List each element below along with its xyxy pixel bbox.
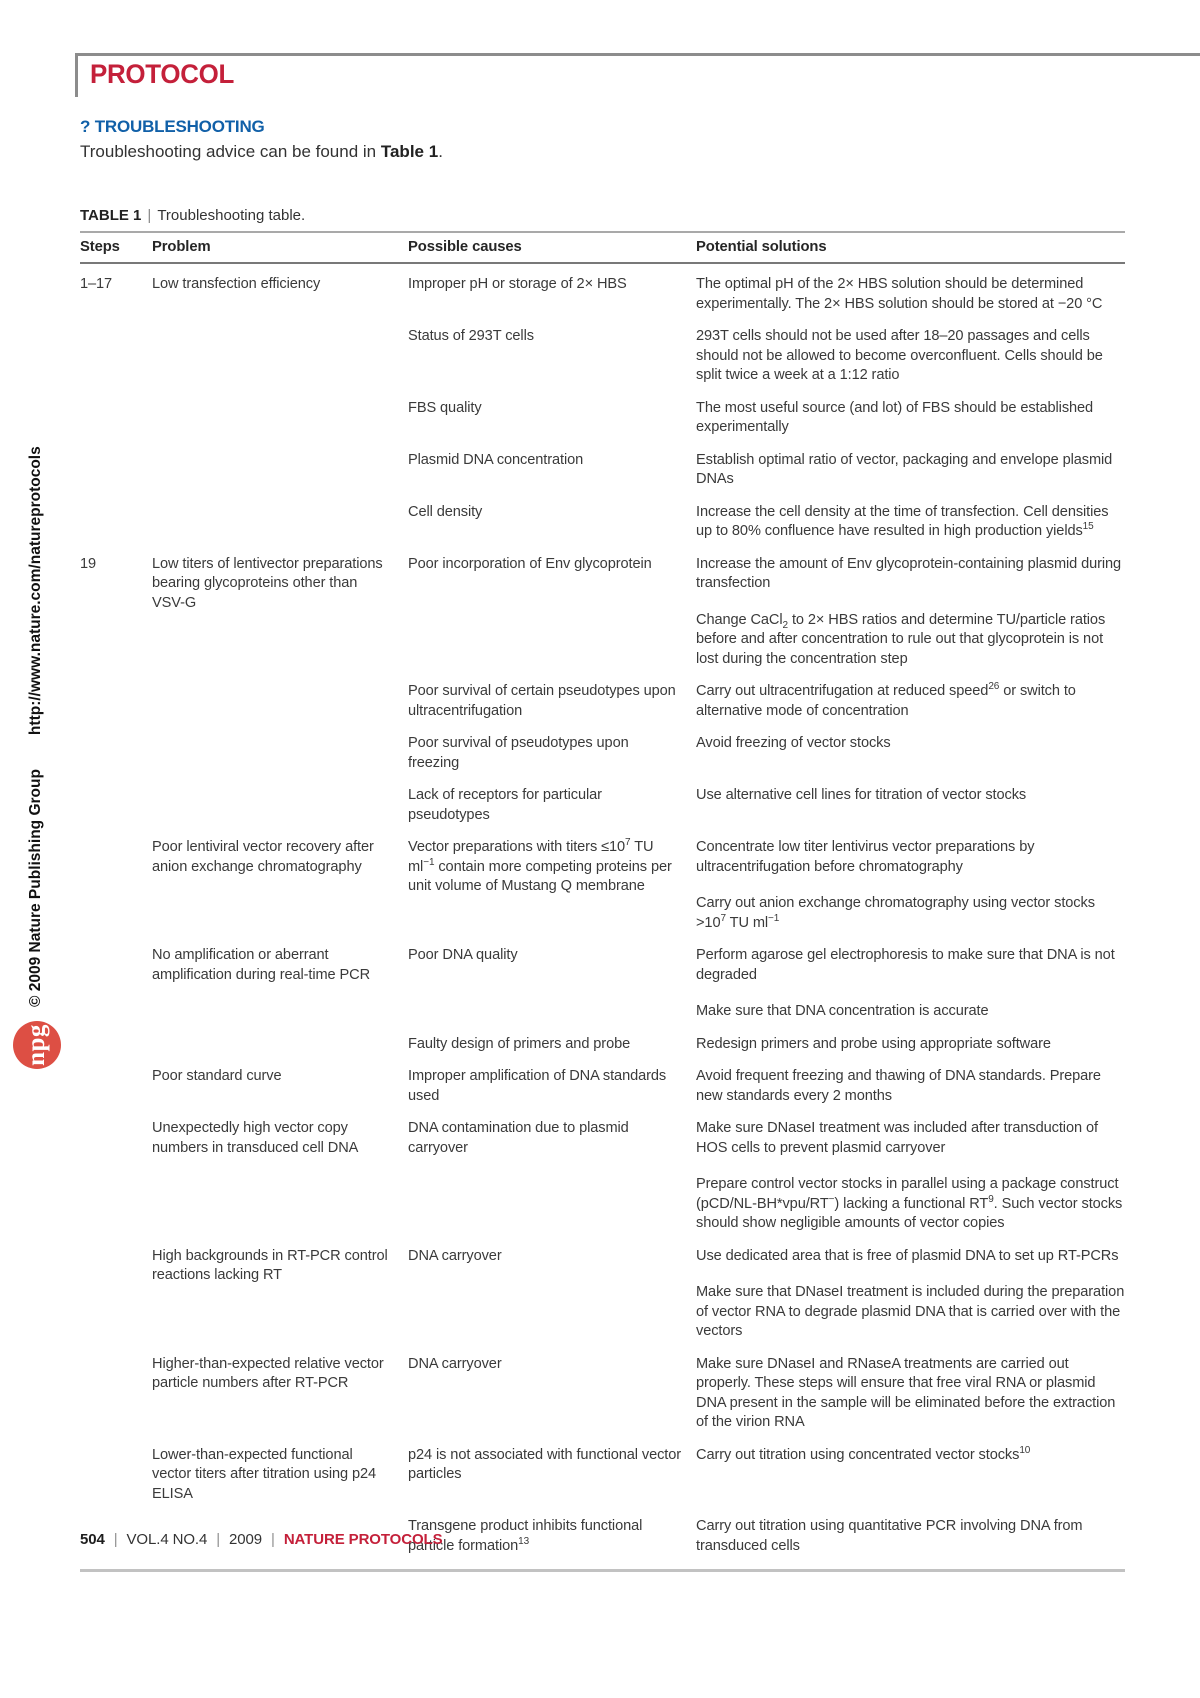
cell-cause: Status of 293T cells — [408, 328, 534, 344]
solution-paragraph: Carry out anion exchange chromatography using vector stocks $>10^7$ TU $ml^{-1}$ — [696, 895, 1095, 931]
cell-steps — [80, 1446, 152, 1505]
intro-suffix: . — [438, 142, 443, 161]
table-row — [80, 1355, 1125, 1433]
cell-steps — [80, 1067, 152, 1106]
solution-paragraph: Prepare control vector stocks in parallel using a package construct (pCD/NL-BH*vpu/RT−) lacking a functional $RT^9$. Such vector stocks should show negligible amounts of vector copies — [696, 1176, 1123, 1231]
cell-solutions — [696, 1517, 1125, 1556]
solution-paragraph: Concentrate low titer lentivirus vector preparations by ultracentrifugation before chromatography — [696, 839, 1035, 875]
table-body — [80, 264, 1125, 1556]
cell-problem — [152, 399, 408, 438]
col-header-steps: Steps — [80, 239, 120, 255]
cell-steps — [80, 1247, 152, 1342]
cell-problem — [152, 503, 408, 542]
cell-problem: Poor lentiviral vector recovery after anion exchange chromatography — [152, 839, 374, 875]
troubleshooting-heading: ? TROUBLESHOOTING — [80, 117, 265, 136]
cell-solutions — [696, 327, 1125, 386]
solution-paragraph: Carry out titration using concentrated vector stocks$^{10}$ — [696, 1444, 1031, 1463]
solution-paragraph: Change CaCl$_2$ to 2× HBS ratios and determine TU/particle ratios before and after concentration to rule out that glycoprotein is not lost during the concentration step — [696, 611, 1106, 667]
solution-paragraph: Make sure DNaseI and RNaseA treatments are carried out properly. These steps will ensure that free viral RNA or plasmid DNA present in the sample will be eliminated before the extraction of the virion RNA — [696, 1355, 1116, 1430]
cell-cause: DNA carryover — [408, 1355, 502, 1372]
cell-cause: Faulty design of primers and probe — [408, 1035, 631, 1052]
cell-cause: Improper pH or storage of 2× HBS — [408, 276, 627, 292]
intro-text — [80, 142, 443, 162]
table-row — [80, 451, 1125, 490]
cell-cause: FBS quality — [408, 399, 482, 416]
cell-solutions — [696, 275, 1125, 314]
cell-solutions — [696, 399, 1125, 438]
table-title-separator: | — [147, 207, 152, 224]
npg-logo — [13, 1021, 61, 1069]
cell-solutions — [696, 838, 1125, 933]
table-row — [80, 399, 1125, 438]
table-title — [80, 207, 305, 224]
cell-problem: Unexpectedly high vector copy numbers in transduced cell DNA — [152, 1120, 359, 1156]
table-row — [80, 1119, 1125, 1234]
cell-solutions — [696, 555, 1125, 670]
cell-cause: Improper amplification of DNA standards used — [408, 1068, 667, 1104]
cell-problem — [152, 451, 408, 490]
solution-paragraph: The most useful source (and lot) of FBS should be established experimentally — [696, 399, 1094, 435]
cell-solutions — [696, 946, 1125, 1022]
table-row — [80, 1446, 1125, 1505]
sidebar-vertical-text — [27, 446, 45, 1007]
solution-paragraph: Increase the cell density at the time of transfection. Cell densities up to 80% confluence have resulted in high production yields$^{15}$ — [696, 503, 1109, 539]
footer-year: 2009 — [229, 1531, 263, 1548]
cell-problem: No amplification or aberrant amplification during real-time PCR — [152, 947, 371, 983]
table-row — [80, 682, 1125, 721]
cell-problem: Poor standard curve — [152, 1068, 282, 1084]
cell-cause: Cell density — [408, 503, 483, 520]
cell-steps — [80, 1355, 152, 1433]
cell-solutions — [696, 786, 1125, 825]
table-row — [80, 1035, 1125, 1055]
table-row — [80, 1067, 1125, 1106]
cell-cause: Transgene product inhibits functional particle formation$^{13}$ — [408, 1518, 643, 1554]
cell-steps — [80, 682, 152, 721]
col-header-causes: Possible causes — [408, 239, 522, 255]
footer-journal-name: NATURE PROTOCOLS — [283, 1531, 443, 1548]
solution-paragraph: Establish optimal ratio of vector, packaging and envelope plasmid DNAs — [696, 451, 1113, 487]
header-rule — [75, 53, 1200, 56]
solution-paragraph: Increase the amount of Env glycoprotein-containing plasmid during transfection — [696, 555, 1122, 591]
cell-cause: Poor incorporation of Env glycoprotein — [408, 555, 652, 572]
solution-paragraph: Redesign primers and probe using appropriate software — [696, 1035, 1051, 1052]
cell-solutions — [696, 1035, 1125, 1055]
table-header-row — [80, 233, 1125, 264]
cell-problem — [152, 1035, 408, 1055]
cell-cause: DNA carryover — [408, 1247, 502, 1264]
sidebar-copyright: © 2009 Nature Publishing Group — [27, 769, 44, 1007]
page-kicker: PROTOCOL — [90, 59, 235, 89]
cell-cause: Lack of receptors for particular pseudotypes — [408, 787, 602, 823]
solution-paragraph: The optimal pH of the 2× HBS solution should be determined experimentally. The 2× HBS solution should be stored at −20 °C — [696, 276, 1103, 312]
cell-cause: p24 is not associated with functional vector particles — [408, 1446, 682, 1482]
cell-cause: Plasmid DNA concentration — [408, 451, 584, 468]
solution-paragraph: Make sure that DNA concentration is accurate — [696, 1003, 989, 1019]
cell-solutions — [696, 1247, 1125, 1342]
cell-problem — [152, 327, 408, 386]
cell-cause: Poor survival of pseudotypes upon freezing — [408, 735, 629, 771]
table-row — [80, 555, 1125, 670]
table-row — [80, 946, 1125, 1022]
cell-steps: 1–17 — [80, 276, 113, 292]
cell-problem — [152, 786, 408, 825]
solution-paragraph: Use dedicated area that is free of plasmid DNA to set up RT-PCRs — [696, 1247, 1119, 1264]
table-row — [80, 786, 1125, 825]
cell-solutions — [696, 682, 1125, 721]
cell-cause: Poor DNA quality — [408, 947, 518, 963]
cell-problem: Higher-than-expected relative vector particle numbers after RT-PCR — [152, 1355, 384, 1391]
cell-problem: Lower-than-expected functional vector titers after titration using p24 ELISA — [152, 1446, 377, 1502]
cell-cause: DNA contamination due to plasmid carryover — [408, 1120, 629, 1156]
intro-prefix: Troubleshooting advice can be found in — [80, 142, 381, 161]
cell-steps — [80, 399, 152, 438]
cell-problem — [152, 682, 408, 721]
cell-solutions — [696, 1119, 1125, 1234]
cell-problem — [152, 734, 408, 773]
table-row — [80, 503, 1125, 542]
table-row — [80, 275, 1125, 314]
troubleshooting-table — [80, 231, 1125, 1572]
page-footer — [80, 1531, 443, 1548]
cell-cause: Vector preparations with titers $\le 10^7$ TU $ml^{-1}$ contain more competing proteins per unit volume of Mustang Q membrane — [408, 837, 672, 894]
table-title-label: TABLE 1 — [80, 207, 142, 224]
footer-separator: | — [271, 1531, 275, 1548]
footer-separator: | — [216, 1531, 221, 1548]
cell-steps — [80, 838, 152, 933]
cell-steps — [80, 327, 152, 386]
col-header-solutions: Potential solutions — [696, 239, 827, 255]
footer-page-number: 504 — [80, 1531, 105, 1548]
solution-paragraph: Use alternative cell lines for titration of vector stocks — [696, 787, 1027, 803]
solution-paragraph: Make sure DNaseI treatment was included after transduction of HOS cells to prevent plasmid carryover — [696, 1120, 1098, 1156]
col-header-problem: Problem — [152, 239, 211, 255]
cell-solutions — [696, 451, 1125, 490]
cell-steps — [80, 451, 152, 490]
table-row — [80, 838, 1125, 933]
solution-paragraph: Carry out ultracentrifugation at reduced speed$^{26}$ or switch to alternative mode of concentration — [696, 681, 1076, 719]
cell-solutions — [696, 734, 1125, 773]
npg-logo-text: npg — [23, 1024, 50, 1066]
solution-paragraph: Make sure that DNaseI treatment is included during the preparation of vector RNA to degrade plasmid DNA that is carried over with the vectors — [696, 1284, 1125, 1339]
footer-separator: | — [113, 1531, 118, 1548]
cell-cause: Poor survival of certain pseudotypes upon ultracentrifugation — [408, 683, 676, 719]
cell-steps — [80, 1035, 152, 1055]
cell-steps — [80, 786, 152, 825]
cell-problem: Low transfection efficiency — [152, 276, 321, 292]
solution-paragraph: Carry out titration using quantitative PCR involving DNA from transduced cells — [696, 1518, 1083, 1554]
cell-steps — [80, 1119, 152, 1234]
cell-steps — [80, 503, 152, 542]
table-row — [80, 327, 1125, 386]
cell-steps — [80, 946, 152, 1022]
table-row — [80, 734, 1125, 773]
solution-paragraph: 293T cells should not be used after 18–20 passages and cells should not be allowed to become overconfluent. Cells should be split twice a week at a 1:12 ratio — [696, 328, 1103, 383]
cell-problem: High backgrounds in RT-PCR control reactions lacking RT — [152, 1247, 388, 1283]
intro-table-ref: Table 1 — [380, 142, 439, 161]
footer-volume: VOL.4 NO.4 — [126, 1531, 208, 1548]
sidebar-url: http://www.nature.com/natureprotocols — [27, 446, 44, 736]
cell-steps: 19 — [80, 555, 97, 572]
solution-paragraph: Perform agarose gel electrophoresis to make sure that DNA is not degraded — [696, 947, 1115, 983]
cell-solutions — [696, 1067, 1125, 1106]
cell-solutions — [696, 1446, 1125, 1505]
cell-solutions — [696, 503, 1125, 542]
cell-steps — [80, 734, 152, 773]
header-rule-tick — [75, 53, 78, 97]
cell-solutions — [696, 1355, 1125, 1433]
table-bottom-rule — [80, 1569, 1125, 1572]
table-row — [80, 1247, 1125, 1342]
solution-paragraph: Avoid freezing of vector stocks — [696, 735, 891, 751]
solution-paragraph: Avoid frequent freezing and thawing of DNA standards. Prepare new standards every 2 months — [696, 1068, 1101, 1104]
cell-problem: Low titers of lentivector preparations bearing glycoproteins other than VSV-G — [152, 555, 383, 611]
table-title-text: Troubleshooting table. — [157, 207, 306, 224]
